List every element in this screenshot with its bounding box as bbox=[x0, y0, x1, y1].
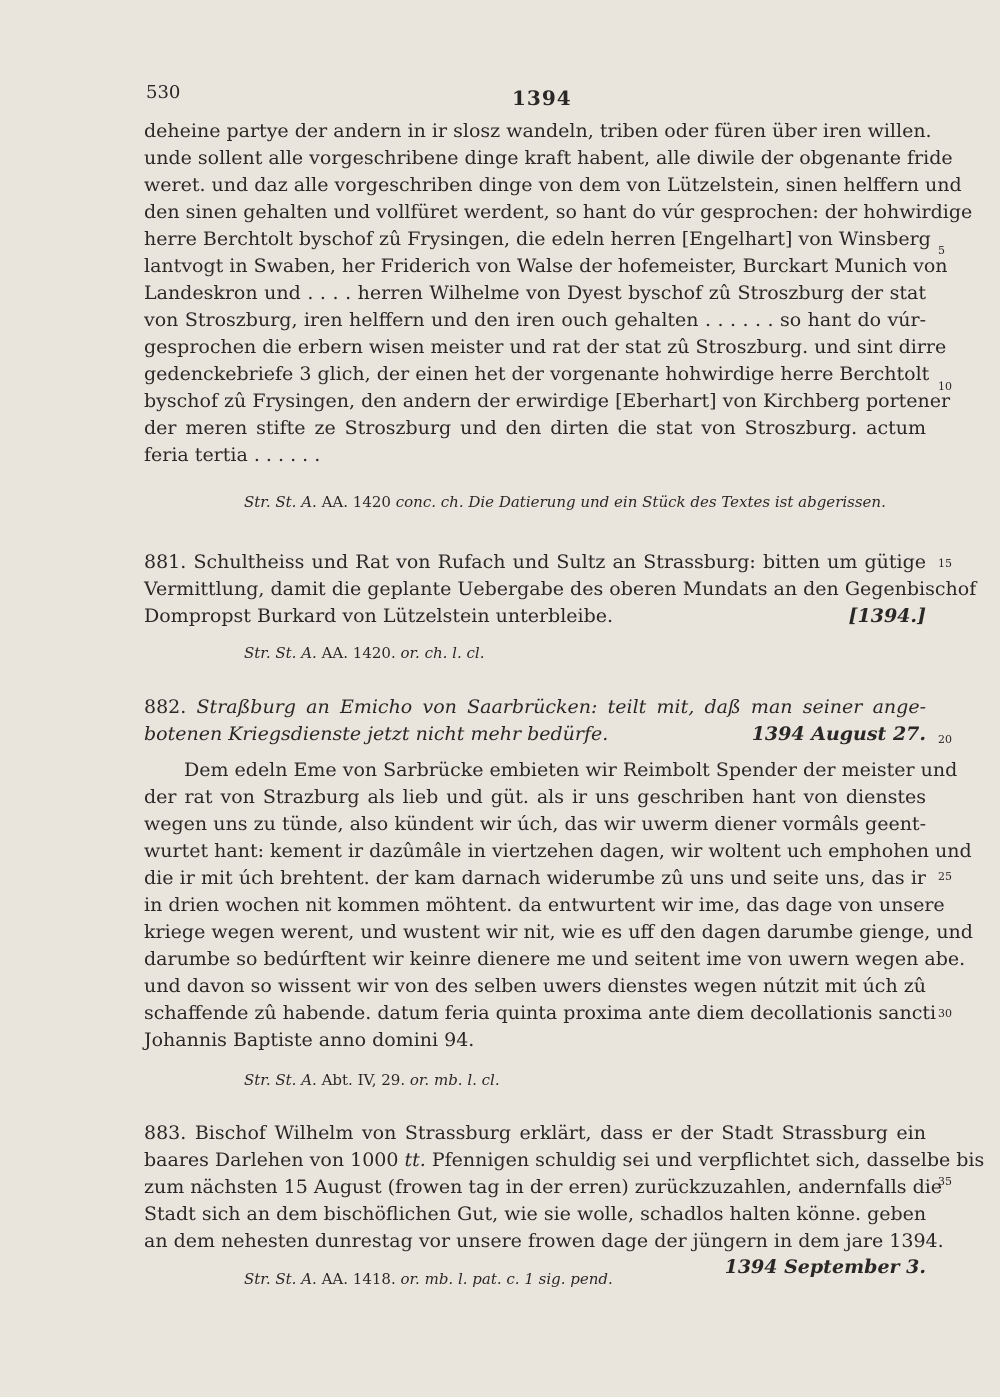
text-line: die ir mit úch brehtent. der kam darnach widerumbe zû uns und seite uns, das ir bbox=[144, 867, 926, 889]
regest-line: zum nächsten 15 August (frowen tag in der erren) zurückzuzahlen, andernfalls die bbox=[144, 1176, 943, 1198]
regest-line: 883. Bischof Wilhelm von Strassburg erklärt, dass er der Stadt Strassburg ein bbox=[144, 1122, 926, 1144]
regest-line: 882. Straßburg an Emicho von Saarbrücken: teilt mit, daß man seiner ange- bbox=[144, 696, 926, 718]
text-line: von Stroszburg, iren helffern und den iren ouch gehalten . . . . . . so hant do vúr- bbox=[144, 309, 926, 331]
text-line: Landeskron und . . . . herren Wilhelme von Dyest byschof zû Stroszburg der stat bbox=[144, 282, 926, 304]
text-line: byschof zû Frysingen, den andern der erwirdige [Eberhart] von Kirchberg portener bbox=[144, 390, 951, 412]
source-note: Str. St. A. AA. 1418. or. mb. l. pat. c. 1 sig. pend. bbox=[244, 1270, 613, 1288]
text-line: gesprochen die erbern wisen meister und rat der stat zû Stroszburg. und sint dirre bbox=[144, 336, 947, 358]
regest-line: baares Darlehen von 1000 tt. Pfennigen schuldig sei und verpflichtet sich, dasselbe bis bbox=[144, 1149, 985, 1171]
regest-line: botenen Kriegsdienste jetzt nicht mehr bedürfe. 1394 August 27. bbox=[144, 720, 926, 748]
margin-line-number: 25 bbox=[938, 870, 952, 883]
text-line: schaffende zû habende. datum feria quinta proxima ante diem decollationis sancti bbox=[144, 1002, 937, 1024]
text-line: wegen uns zu tünde, also kündent wir úch, das wir uwerm diener vormâls geent- bbox=[144, 813, 926, 835]
text-line: weret. und daz alle vorgeschriben dinge von dem von Lützelstein, sinen helffern und bbox=[144, 174, 962, 196]
text-line: und davon so wissent wir von des selben uwers dienstes wegen nútzit mit úch zû bbox=[144, 975, 926, 997]
text-line: in drien wochen nit kommen möhtent. da entwurtent wir ime, das dage von unsere bbox=[144, 894, 945, 916]
regest-line: Stadt sich an dem bischöflichen Gut, wie sie wolle, schadlos halten könne. geben bbox=[144, 1203, 927, 1225]
regest-line: Dompropst Burkard von Lützelstein unterbleibe. [1394.] bbox=[144, 602, 926, 630]
regest-line: 881. Schultheiss und Rat von Rufach und Sultz an Strassburg: bitten um gütige bbox=[144, 551, 926, 573]
text-line: unde sollent alle vorgeschribene dinge kraft habent, alle diwile der obgenante fride bbox=[144, 147, 953, 169]
text-line: lantvogt in Swaben, her Friderich von Walse der hofemeister, Burckart Munich von bbox=[144, 255, 948, 277]
entry-date: 1394 September 3. bbox=[724, 1256, 926, 1278]
page-number: 530 bbox=[146, 82, 181, 103]
text-line: herre Berchtolt byschof zû Frysingen, die edeln herren [Engelhart] von Winsberg bbox=[144, 228, 931, 250]
text-line: wurtet hant: kement ir dazûmâle in viertzehen dagen, wir woltent uch emphohen und bbox=[144, 840, 972, 862]
regest-line: an dem nehesten dunrestag vor unsere frowen dage der jüngern in dem jare 1394. bbox=[144, 1230, 944, 1252]
margin-line-number: 35 bbox=[938, 1175, 952, 1188]
entry-number: 883. bbox=[144, 1122, 187, 1144]
text-line: Johannis Baptiste anno domini 94. bbox=[144, 1029, 475, 1051]
source-note: Str. St. A. AA. 1420. or. ch. l. cl. bbox=[244, 644, 485, 662]
text-line: den sinen gehalten und vollfüret werdent, so hant do vúr gesprochen: der hohwirdige bbox=[144, 201, 973, 223]
entry-number: 882. bbox=[144, 696, 187, 718]
text-line: feria tertia . . . . . . bbox=[144, 444, 321, 466]
entry-date: [1394.] bbox=[848, 605, 926, 627]
text-line: deheine partye der andern in ir slosz wandeln, triben oder füren über iren willen. bbox=[144, 120, 932, 142]
margin-line-number: 30 bbox=[938, 1007, 952, 1020]
source-note: Str. St. A. AA. 1420 conc. ch. Die Datierung und ein Stück des Textes ist abgerissen. bbox=[244, 493, 886, 511]
text-line: Dem edeln Eme von Sarbrücke embieten wir Reimbolt Spender der meister und bbox=[184, 759, 958, 781]
margin-line-number: 15 bbox=[938, 557, 952, 570]
source-note: Str. St. A. Abt. IV, 29. or. mb. l. cl. bbox=[244, 1071, 500, 1089]
margin-line-number: 10 bbox=[938, 380, 952, 393]
entry-date: 1394 August 27. bbox=[751, 723, 926, 745]
text-line: der meren stifte ze Stroszburg und den dirten die stat von Stroszburg. actum bbox=[144, 417, 926, 439]
text-line: darumbe so bedúrftent wir keinre dienere me und seitent ime von uwern wegen abe. bbox=[144, 948, 966, 970]
text-line: gedenckebriefe 3 glich, der einen het der vorgenante hohwirdige herre Berchtolt bbox=[144, 363, 930, 385]
margin-line-number: 5 bbox=[938, 244, 945, 257]
entry-number: 881. bbox=[144, 551, 187, 573]
text-line: kriege wegen werent, und wustent wir nit, wie es uff den dagen darumbe gienge, und bbox=[144, 921, 973, 943]
regest-line: Vermittlung, damit die geplante Uebergabe des oberen Mundats an den Gegenbischof bbox=[144, 578, 977, 600]
text-line: der rat von Strazburg als lieb und güt. als ir uns geschriben hant von dienstes bbox=[144, 786, 926, 808]
margin-line-number: 20 bbox=[938, 733, 952, 746]
running-year: 1394 bbox=[512, 86, 572, 110]
